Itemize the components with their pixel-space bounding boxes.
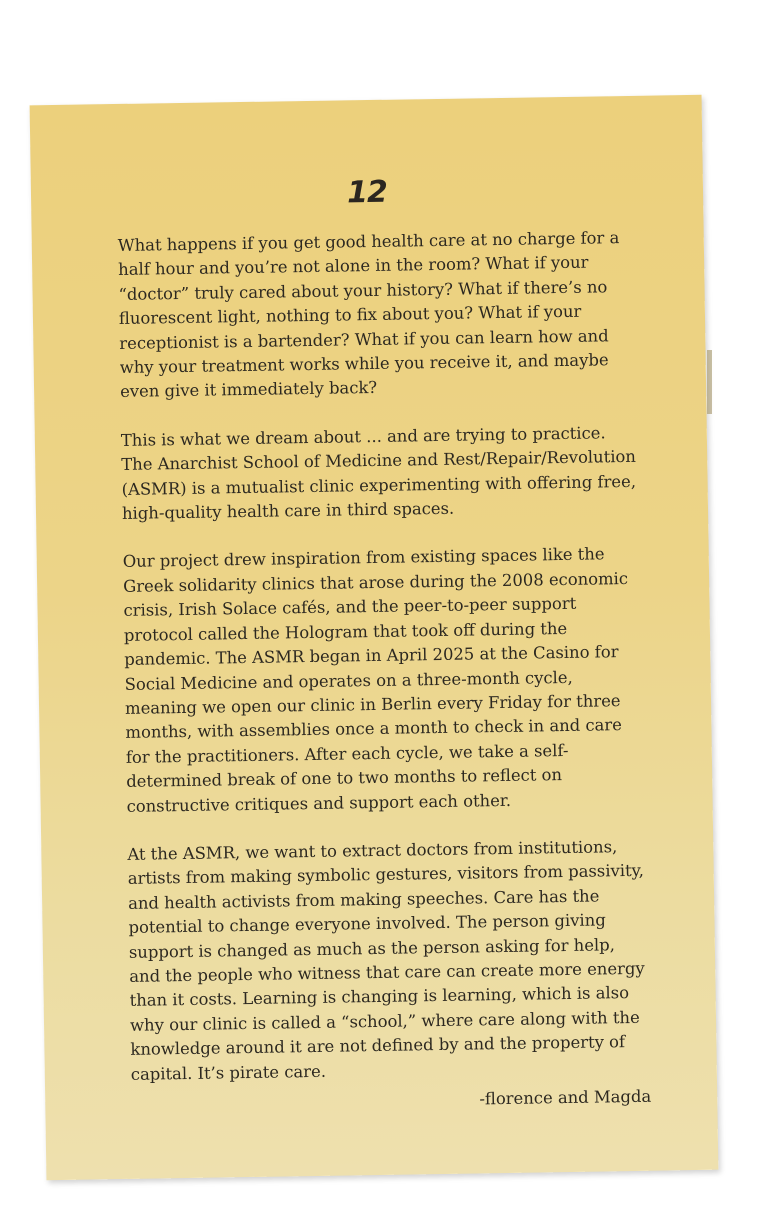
- paragraph-4: At the ASMR, we want to extract doctors from institutions, artists from making symbolic gestures, visitors from passivity, and health activists from making speeches. Care has the potential to change everyone involved. The person giving support is changed as much as the person asking for help, and the people who witness that care can create more energy than it costs. Learning is changing is learning, which is also why our clinic is called a “school,” where care along with the knowledge around it are not defined by and the property of capital. It’s pirate care.: [127, 837, 645, 1084]
- body-text: [118, 226, 652, 1117]
- page-edge-shadow: [707, 350, 712, 414]
- paragraph-1: What happens if you get good health care at no charge for a half hour and you’re not alone in the room? What if your “doctor” truly cared about your history? What if there’s no fluorescent light, nothing to fix about you? What if your receptionist is a bartender? What if you can learn how and why your treatment works while you receive it, and maybe even give it immediately back?: [117, 228, 620, 402]
- signature: -florence and Magda: [479, 1086, 652, 1109]
- zine-page: [30, 95, 719, 1180]
- paragraph-3: Our project drew inspiration from existing spaces like the Greek solidarity clinics that arose during the 2008 economic crisis, Irish Solace cafés, and the peer-to-peer support protocol called the Hologram that took off during the pandemic. The ASMR began in April 2025 at the Casino for Social Medicine and operates on a three-month cycle, meaning we open our clinic in Berlin every Friday for three months, with assemblies once a month to check in and care for the practitioners. After each cycle, we take a self-determined break of one to two months to reflect on constructive critiques and support each other.: [122, 544, 629, 816]
- page-number: 12: [346, 174, 388, 211]
- paragraph-2: This is what we dream about ... and are trying to practice. The Anarchist School of Medicine and Rest/Repair/Revolution (ASMR) is a mutualist clinic experimenting with offering free, high-quality health care in third spaces.: [120, 423, 637, 524]
